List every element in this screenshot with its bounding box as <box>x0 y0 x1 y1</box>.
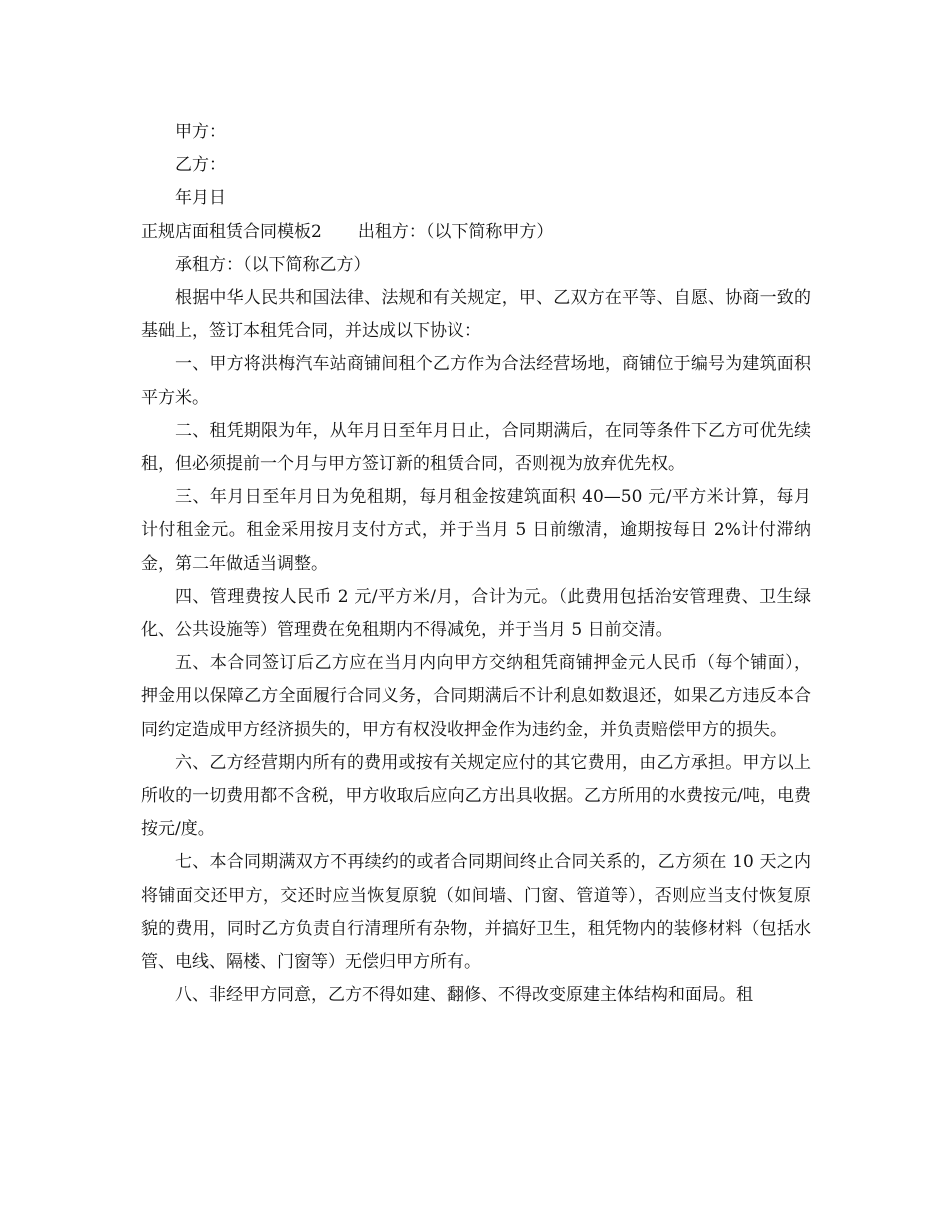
lessor-label: 出租方：（以下简称甲方） <box>357 221 554 242</box>
paragraph-clause-3: 三、年月日至年月日为免租期，每月租金按建筑面积 40—50 元/平方米计算，每月计付租金元。租金采用按月支付方式，并于当月 5 日前缴清，逾期按每日 2%计付滞纳金，第二年做适当调整。 <box>141 487 811 574</box>
paragraph-clause-7: 七、本合同期满双方不再续约的或者合同期间终止合同关系的，乙方须在 10 天之内将铺面交还甲方，交还时应当恢复原貌（如间墙、门窗、管道等），否则应当支付恢复原貌的费用，同时乙方负责自行清理所有杂物，并搞好卫生，租凭物内的装修材料（包括水管、电线、隔楼、门窗等）无偿归甲方所有。 <box>141 852 811 972</box>
paragraph-clause-4: 四、管理费按人民币 2 元/平方米/月，合计为元。（此费用包括治安管理费、卫生绿化、公共设施等）管理费在免租期内不得减免，并于当月 5 日前交清。 <box>141 586 811 640</box>
lessee-label: 承租方：（以下简称乙方） <box>175 254 371 275</box>
paragraph-clause-1: 一、甲方将洪梅汽车站商铺间租个乙方作为合法经营场地，商铺位于编号为建筑面积平方米。 <box>141 354 811 408</box>
paragraph-clause-8: 八、非经甲方同意，乙方不得如建、翻修、不得改变原建主体结构和面局。租 <box>175 985 753 1006</box>
paragraph-clause-6: 六、乙方经营期内所有的费用或按有关规定应付的其它费用，由乙方承担。甲方以上所收的一切费用都不含税，甲方收取后应向乙方出具收据。乙方所用的水费按元/吨，电费按元/度。 <box>141 752 811 840</box>
document-body <box>141 116 811 1012</box>
document-title: 正规店面租赁合同模板2 <box>141 221 322 242</box>
title-line <box>141 216 811 249</box>
party-b-label: 乙方： <box>175 155 226 176</box>
paragraph-clause-2: 二、租凭期限为年，从年月日至年月日止，合同期满后，在同等条件下乙方可优先续租，但必须提前一个月与甲方签订新的租赁合同，否则视为放弃优先权。 <box>141 420 811 474</box>
date-line: 年月日 <box>175 188 226 209</box>
party-a-label: 甲方： <box>175 122 226 142</box>
paragraph-clause-5: 五、本合同签订后乙方应在当月内向甲方交纳租凭商铺押金元人民币（每个铺面），押金用以保障乙方全面履行合同义务，合同期满后不计利息如数退还，如果乙方违反本合同约定造成甲方经济损失的，甲方有权没收押金作为违约金，并负责赔偿甲方的损失。 <box>141 653 811 740</box>
paragraph-preamble: 根据中华人民共和国法律、法规和有关规定，甲、乙双方在平等、自愿、协商一致的基础上，签订本租凭合同，并达成以下协议： <box>141 287 811 342</box>
